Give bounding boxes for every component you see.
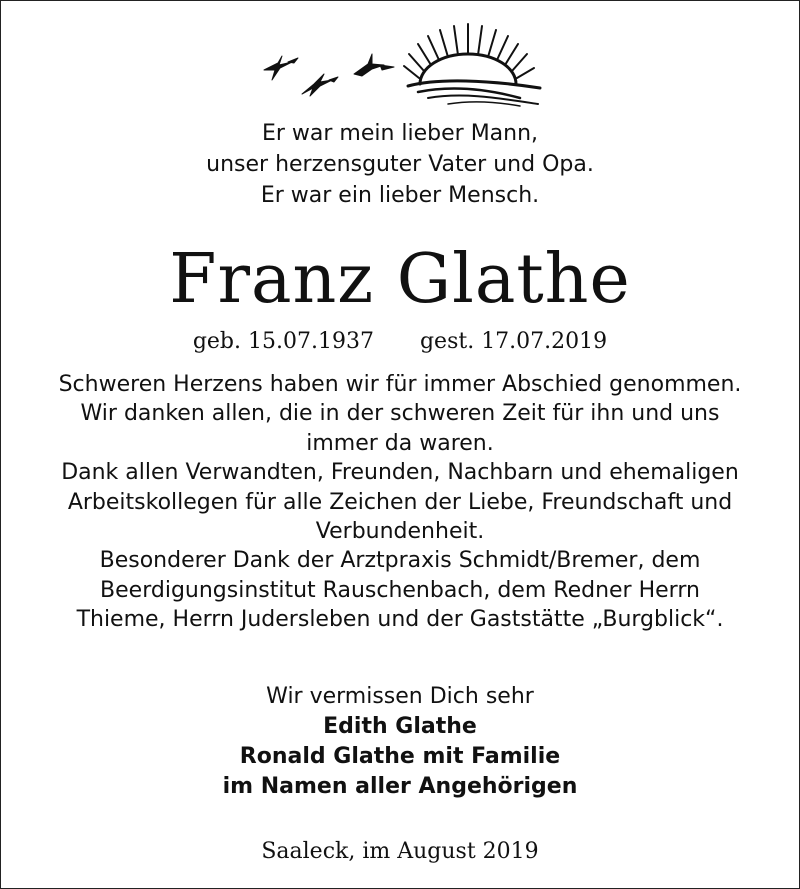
life-dates: [0, 326, 800, 358]
intro-line: Er war ein lieber Mensch.: [260, 183, 540, 208]
signature-line: im Namen aller Angehörigen: [222, 774, 578, 799]
death-date: gest. 17.07.2019: [419, 329, 608, 354]
message-line: Besonderer Dank der Arztpraxis Schmidt/Bremer, dem: [99, 548, 701, 574]
message-line: Wir danken allen, die in der schweren Zeit für ihn und uns: [80, 401, 720, 427]
rising-sun-icon: [404, 24, 540, 106]
message-line: Dank allen Verwandten, Freunden, Nachbarn und ehemaligen: [61, 460, 739, 486]
signature-line: Edith Glathe: [323, 714, 477, 739]
flying-birds-icon: [264, 54, 394, 96]
closing-block: [0, 682, 800, 802]
birth-date: geb. 15.07.1937: [192, 329, 374, 354]
place-date: Saaleck, im August 2019: [261, 839, 539, 864]
closing-intro: Wir vermissen Dich sehr: [266, 684, 534, 709]
deceased-name: Franz Glathe: [169, 240, 631, 319]
intro-line: unser herzensguter Vater und Opa.: [206, 152, 594, 177]
message-line: Schweren Herzens haben wir für immer Abschied genommen.: [58, 372, 742, 397]
emblem: [258, 18, 542, 108]
message-line: immer da waren.: [306, 430, 494, 456]
signature-line: Ronald Glathe mit Familie: [239, 744, 561, 769]
intro-line: Er war mein lieber Mann,: [261, 121, 539, 146]
message-text: [0, 370, 800, 635]
intro-text: [0, 118, 800, 211]
message-line: Thieme, Herrn Judersleben und der Gaststätte „Burgblick“.: [76, 607, 724, 633]
message-line: Beerdigungsinstitut Rauschenbach, dem Redner Herrn: [100, 577, 700, 603]
message-line: Arbeitskollegen für alle Zeichen der Liebe, Freundschaft und: [67, 489, 733, 515]
message-line: Verbundenheit.: [315, 519, 485, 545]
